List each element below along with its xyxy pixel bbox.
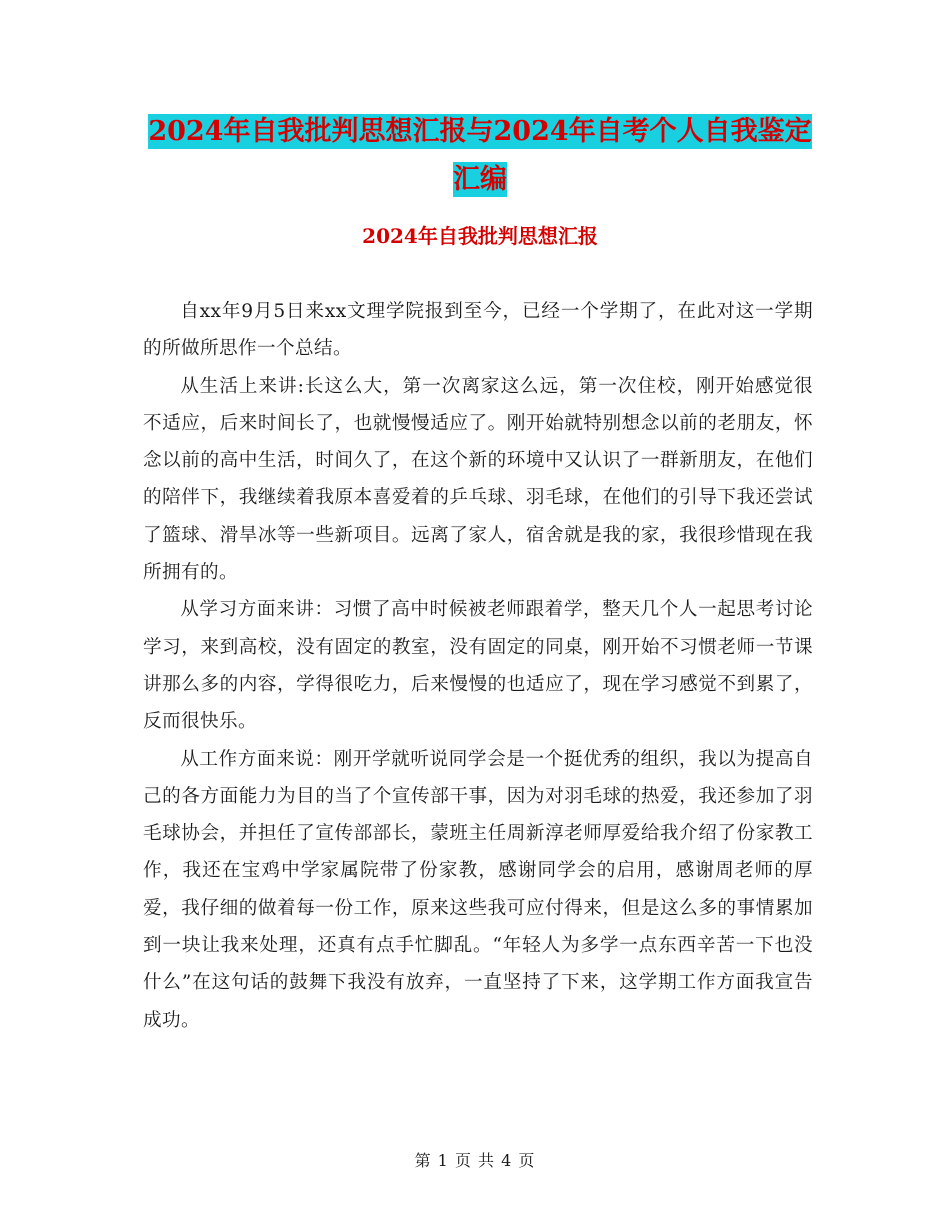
paragraph-intro: 自xx年9月5日来xx文理学院报到至今，已经一个学期了，在此对这一学期的所做所思作一个总结。 bbox=[143, 301, 813, 360]
document-title-text: 2024年自我批判思想汇报与2024年自考个人自我鉴定汇编 bbox=[148, 116, 812, 195]
paragraph-life: 从生活上来讲:长这么大，第一次离家这么远，第一次住校，刚开始感觉很不适应，后来时间长了，也就慢慢适应了。刚开始就特别想念以前的老朋友，怀念以前的高中生活，时间久了，在这个新的环境中又认识了一群新朋友，在他们的陪伴下，我继续着我原本喜爱着的乒乓球、羽毛球，在他们的引导下我还尝试了篮球、滑旱冰等一些新项目。远离了家人，宿舍就是我的家，我很珍惜现在我所拥有的。 bbox=[143, 375, 813, 584]
paragraph-study: 从学习方面来讲：习惯了高中时候被老师跟着学，整天几个人一起思考讨论学习，来到高校，没有固定的教室，没有固定的同桌，刚开始不习惯老师一节课讲那么多的内容，学得很吃力，后来慢慢的也适应了，现在学习感觉不到累了，反而很快乐。 bbox=[143, 599, 813, 733]
section-title: 2024年自我批判思想汇报 bbox=[362, 224, 598, 248]
document-title bbox=[140, 108, 820, 204]
document-body bbox=[143, 293, 813, 1039]
paragraph-work: 从工作方面来说：刚开学就听说同学会是一个挺优秀的组织，我以为提高自己的各方面能力为目的当了个宣传部干事，因为对羽毛球的热爱，我还参加了羽毛球协会，并担任了宣传部部长，蒙班主任周新淳老师厚爱给我介绍了份家教工作，我还在宝鸡中学家属院带了份家教，感谢同学会的启用，感谢周老师的厚爱，我仔细的做着每一份工作，原来这些我可应付得来，但是这么多的事情累加到一块让我来处理，还真有点手忙脚乱。“年轻人为多学一点东西辛苦一下也没什么”在这句话的鼓舞下我没有放弃，一直坚持了下来，这学期工作方面我宣告成功。 bbox=[143, 748, 813, 1031]
page-footer: 第 1 页 共 4 页 bbox=[414, 1151, 536, 1170]
